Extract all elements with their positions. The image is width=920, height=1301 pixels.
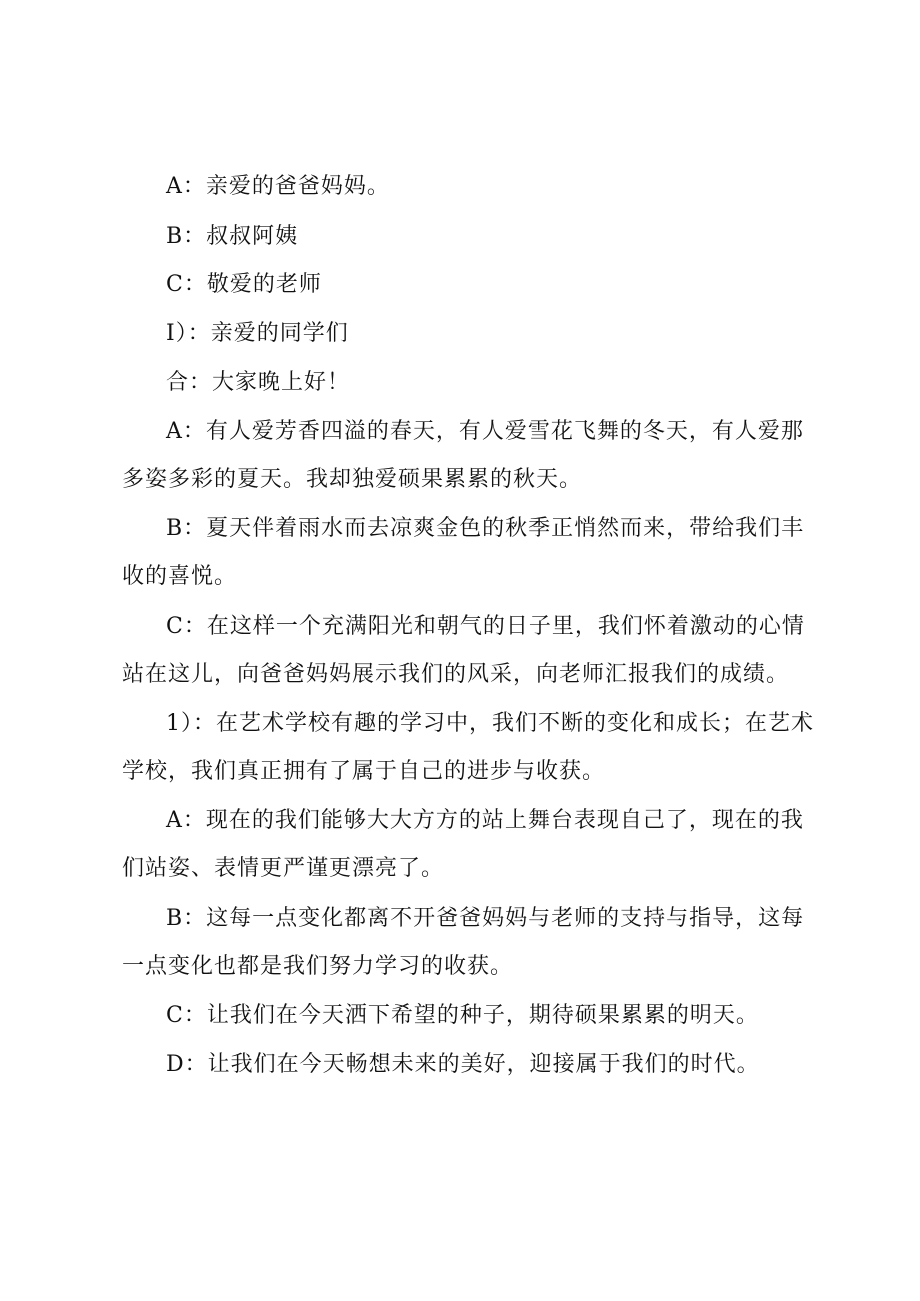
paragraph-harvest: B：夏天伴着雨水而去凉爽金色的秋季正悄然而来，带给我们丰收的喜悦。	[122, 516, 805, 589]
paragraph-stage: A：现在的我们能够大大方方的站上舞台表现自己了，现在的我们站姿、表情更严谨更漂亮了。	[122, 808, 804, 881]
paragraph-greeting-all: 合：大家晚上好！	[166, 370, 351, 395]
paragraph-showcase: C：在这样一个充满阳光和朝气的日子里，我们怀着激动的心情站在这儿，向爸爸妈妈展示我们的风采，向老师汇报我们的成绩。	[122, 614, 805, 687]
paragraph-seeds: C：让我们在今天洒下希望的种子，期待硕果累累的明天。	[166, 1003, 759, 1028]
paragraph-greeting-parents: A：亲爱的爸爸妈妈。	[166, 174, 390, 199]
paragraph-autumn: A：有人爱芳香四溢的春天，有人爱雪花飞舞的冬天，有人爱那多姿多彩的夏天。我却独爱硕果累累的秋天。	[122, 419, 804, 492]
paragraph-art-school: 1）：在艺术学校有趣的学习中，我们不断的变化和成长；在艺术学校，我们真正拥有了属于自己的进步与收获。	[122, 711, 814, 784]
paragraph-support: B：这每一点变化都离不开爸爸妈妈与老师的支持与指导，这每一点变化也都是我们努力学习的收获。	[122, 906, 805, 979]
paragraph-greeting-teachers: C：敬爱的老师	[166, 272, 322, 297]
paragraph-greeting-uncles-aunts: B：叔叔阿姨	[166, 224, 299, 249]
paragraph-greeting-classmates: I）：亲爱的同学们	[166, 321, 349, 346]
paragraph-future: D：让我们在今天畅想未来的美好，迎接属于我们的时代。	[166, 1052, 760, 1077]
